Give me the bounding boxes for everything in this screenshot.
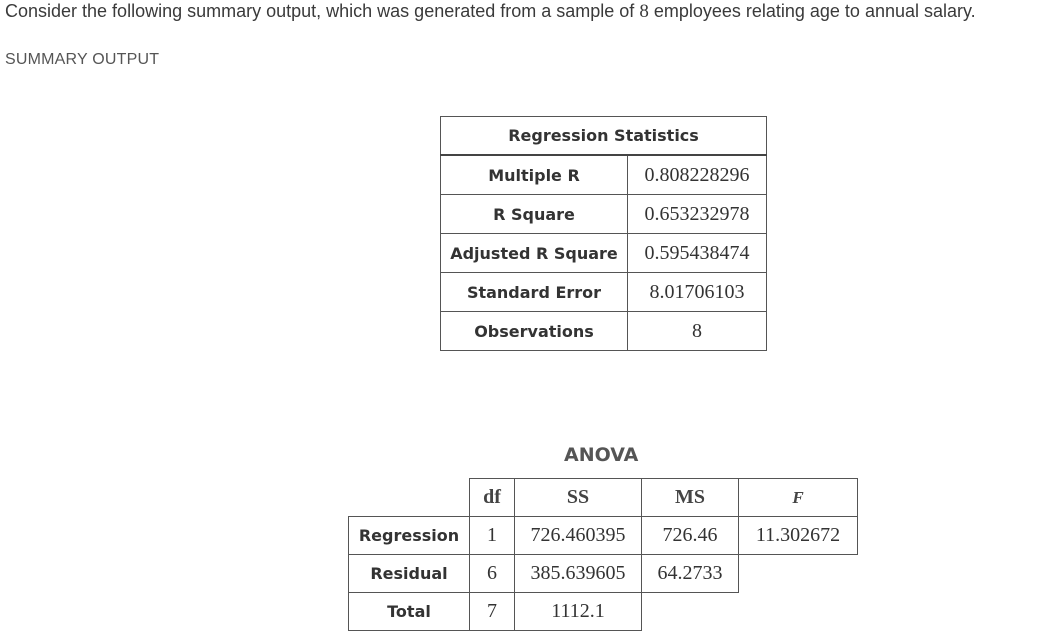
- question-text: [5, 1, 976, 23]
- summary-output-label: SUMMARY OUTPUT: [5, 51, 160, 68]
- anova-total-ms-empty: [642, 593, 739, 631]
- anova-residual-ms: 64.2733: [642, 555, 739, 593]
- anova-residual-ss: 385.639605: [515, 555, 642, 593]
- stat-value-observations: 8: [628, 312, 767, 351]
- anova-residual-f-empty: [739, 555, 858, 593]
- table-row: [349, 593, 858, 631]
- anova-title: ANOVA: [564, 444, 639, 466]
- anova-regression-f: 11.302672: [739, 517, 858, 555]
- question-text-after: employees relating age to annual salary.: [648, 1, 976, 21]
- stat-value-multiple-r: 0.808228296: [628, 155, 767, 195]
- anova-label-total: Total: [349, 593, 470, 631]
- anova-label-residual: Residual: [349, 555, 470, 593]
- anova-table: [348, 478, 858, 631]
- sample-size: 8: [639, 1, 649, 22]
- stat-label-r-square: R Square: [441, 195, 628, 234]
- table-row: [349, 555, 858, 593]
- anova-header-ms: MS: [642, 479, 739, 517]
- anova-header-row: [349, 479, 858, 517]
- question-text-before: Consider the following summary output, which was generated from a sample of: [5, 1, 640, 21]
- table-row: [441, 312, 767, 351]
- stat-label-standard-error: Standard Error: [441, 273, 628, 312]
- anova-regression-ss: 726.460395: [515, 517, 642, 555]
- anova-label-regression: Regression: [349, 517, 470, 555]
- anova-residual-df: 6: [470, 555, 515, 593]
- regression-statistics-table: [440, 116, 767, 351]
- stat-value-standard-error: 8.01706103: [628, 273, 767, 312]
- anova-header-ss: SS: [515, 479, 642, 517]
- table-row: [441, 234, 767, 273]
- anova-corner-cell: [349, 479, 470, 517]
- table-row: [441, 273, 767, 312]
- table-row: [441, 195, 767, 234]
- table-row: [441, 155, 767, 195]
- stat-value-r-square: 0.653232978: [628, 195, 767, 234]
- anova-total-ss: 1112.1: [515, 593, 642, 631]
- stat-label-observations: Observations: [441, 312, 628, 351]
- stat-label-adjusted-r-square: Adjusted R Square: [441, 234, 628, 273]
- anova-header-df: df: [470, 479, 515, 517]
- regression-statistics-title: Regression Statistics: [441, 117, 767, 156]
- stat-value-adjusted-r-square: 0.595438474: [628, 234, 767, 273]
- stat-label-multiple-r: Multiple R: [441, 155, 628, 195]
- regression-statistics-header-row: [441, 117, 767, 156]
- anova-total-f-empty: [739, 593, 858, 631]
- table-row: [349, 517, 858, 555]
- anova-regression-df: 1: [470, 517, 515, 555]
- anova-regression-ms: 726.46: [642, 517, 739, 555]
- anova-header-f: F: [739, 479, 858, 517]
- anova-total-df: 7: [470, 593, 515, 631]
